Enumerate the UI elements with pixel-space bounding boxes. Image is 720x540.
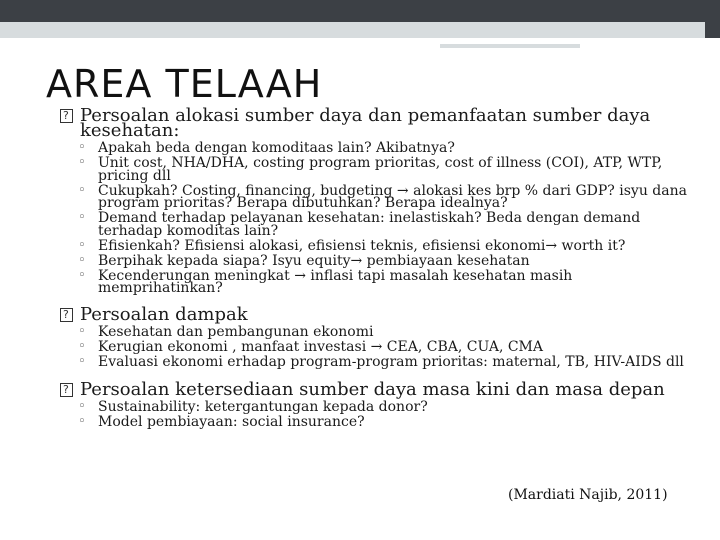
list-item: ◦ Kerugian ekonomi , manfaat investasi → CEA, CBA, CUA, CMA xyxy=(78,341,700,354)
list-item: ◦ Sustainability: ketergantungan kepada donor? xyxy=(78,401,700,414)
slide-content xyxy=(60,105,700,431)
list-item: ◦ Kecenderungan meningkat → inflasi tapi masalah kesehatan masih memprihatinkan? xyxy=(78,270,700,295)
section-dampak xyxy=(60,303,700,370)
slide-title: AREA TELAAH xyxy=(46,62,323,106)
header-bar-end xyxy=(705,22,720,38)
section-heading xyxy=(60,105,700,141)
section-alokasi xyxy=(60,105,700,296)
sub-list xyxy=(60,142,700,295)
list-item: ◦ Evaluasi ekonomi erhadap program-program prioritas: maternal, TB, HIV-AIDS dll xyxy=(78,356,700,369)
list-item: ◦ Cukupkah? Costing, financing, budgeting → alokasi kes brp % dari GDP? isyu dana program prioritas? Berapa dibutuhkan? Berapa idealnya? xyxy=(78,185,700,210)
list-item: ◦ Apakah beda dengan komoditaas lain? Akibatnya? xyxy=(78,142,700,155)
list-item: ◦ Berpihak kepada siapa? Isyu equity→ pembiayaan kesehatan xyxy=(78,255,700,268)
section-heading xyxy=(60,303,700,325)
square-bullet-icon xyxy=(60,308,73,322)
list-item: ◦ Efisienkah? Efisiensi alokasi, efisiensi teknis, efisiensi ekonomi→ worth it? xyxy=(78,240,700,253)
section-heading-text: Persoalan ketersediaan sumber daya masa kini dan masa depan xyxy=(80,379,665,400)
list-item: ◦ Demand terhadap pelayanan kesehatan: inelastiskah? Beda dengan demand terhadap komoditas lain? xyxy=(78,212,700,237)
section-heading xyxy=(60,379,700,400)
citation: (Mardiati Najib, 2011) xyxy=(508,487,668,503)
header-bar-light xyxy=(0,22,705,38)
section-ketersediaan xyxy=(60,379,700,430)
sub-list xyxy=(60,323,700,370)
list-item: ◦ Kesehatan dan pembangunan ekonomi xyxy=(78,326,700,339)
list-item: ◦ Model pembiayaan: social insurance? xyxy=(78,416,700,429)
square-bullet-icon xyxy=(60,383,73,397)
list-item: ◦ Unit cost, NHA/DHA, costing program prioritas, cost of illness (COI), ATP, WTP, pricing dll xyxy=(78,157,700,182)
header-accent-line xyxy=(440,44,580,48)
square-bullet-icon xyxy=(60,109,73,123)
sub-list xyxy=(60,401,700,429)
header-bar-dark xyxy=(0,0,720,22)
section-heading-text: Persoalan alokasi sumber daya dan pemanfaatan sumber daya kesehatan: xyxy=(80,105,651,141)
section-heading-text: Persoalan dampak xyxy=(80,303,248,325)
